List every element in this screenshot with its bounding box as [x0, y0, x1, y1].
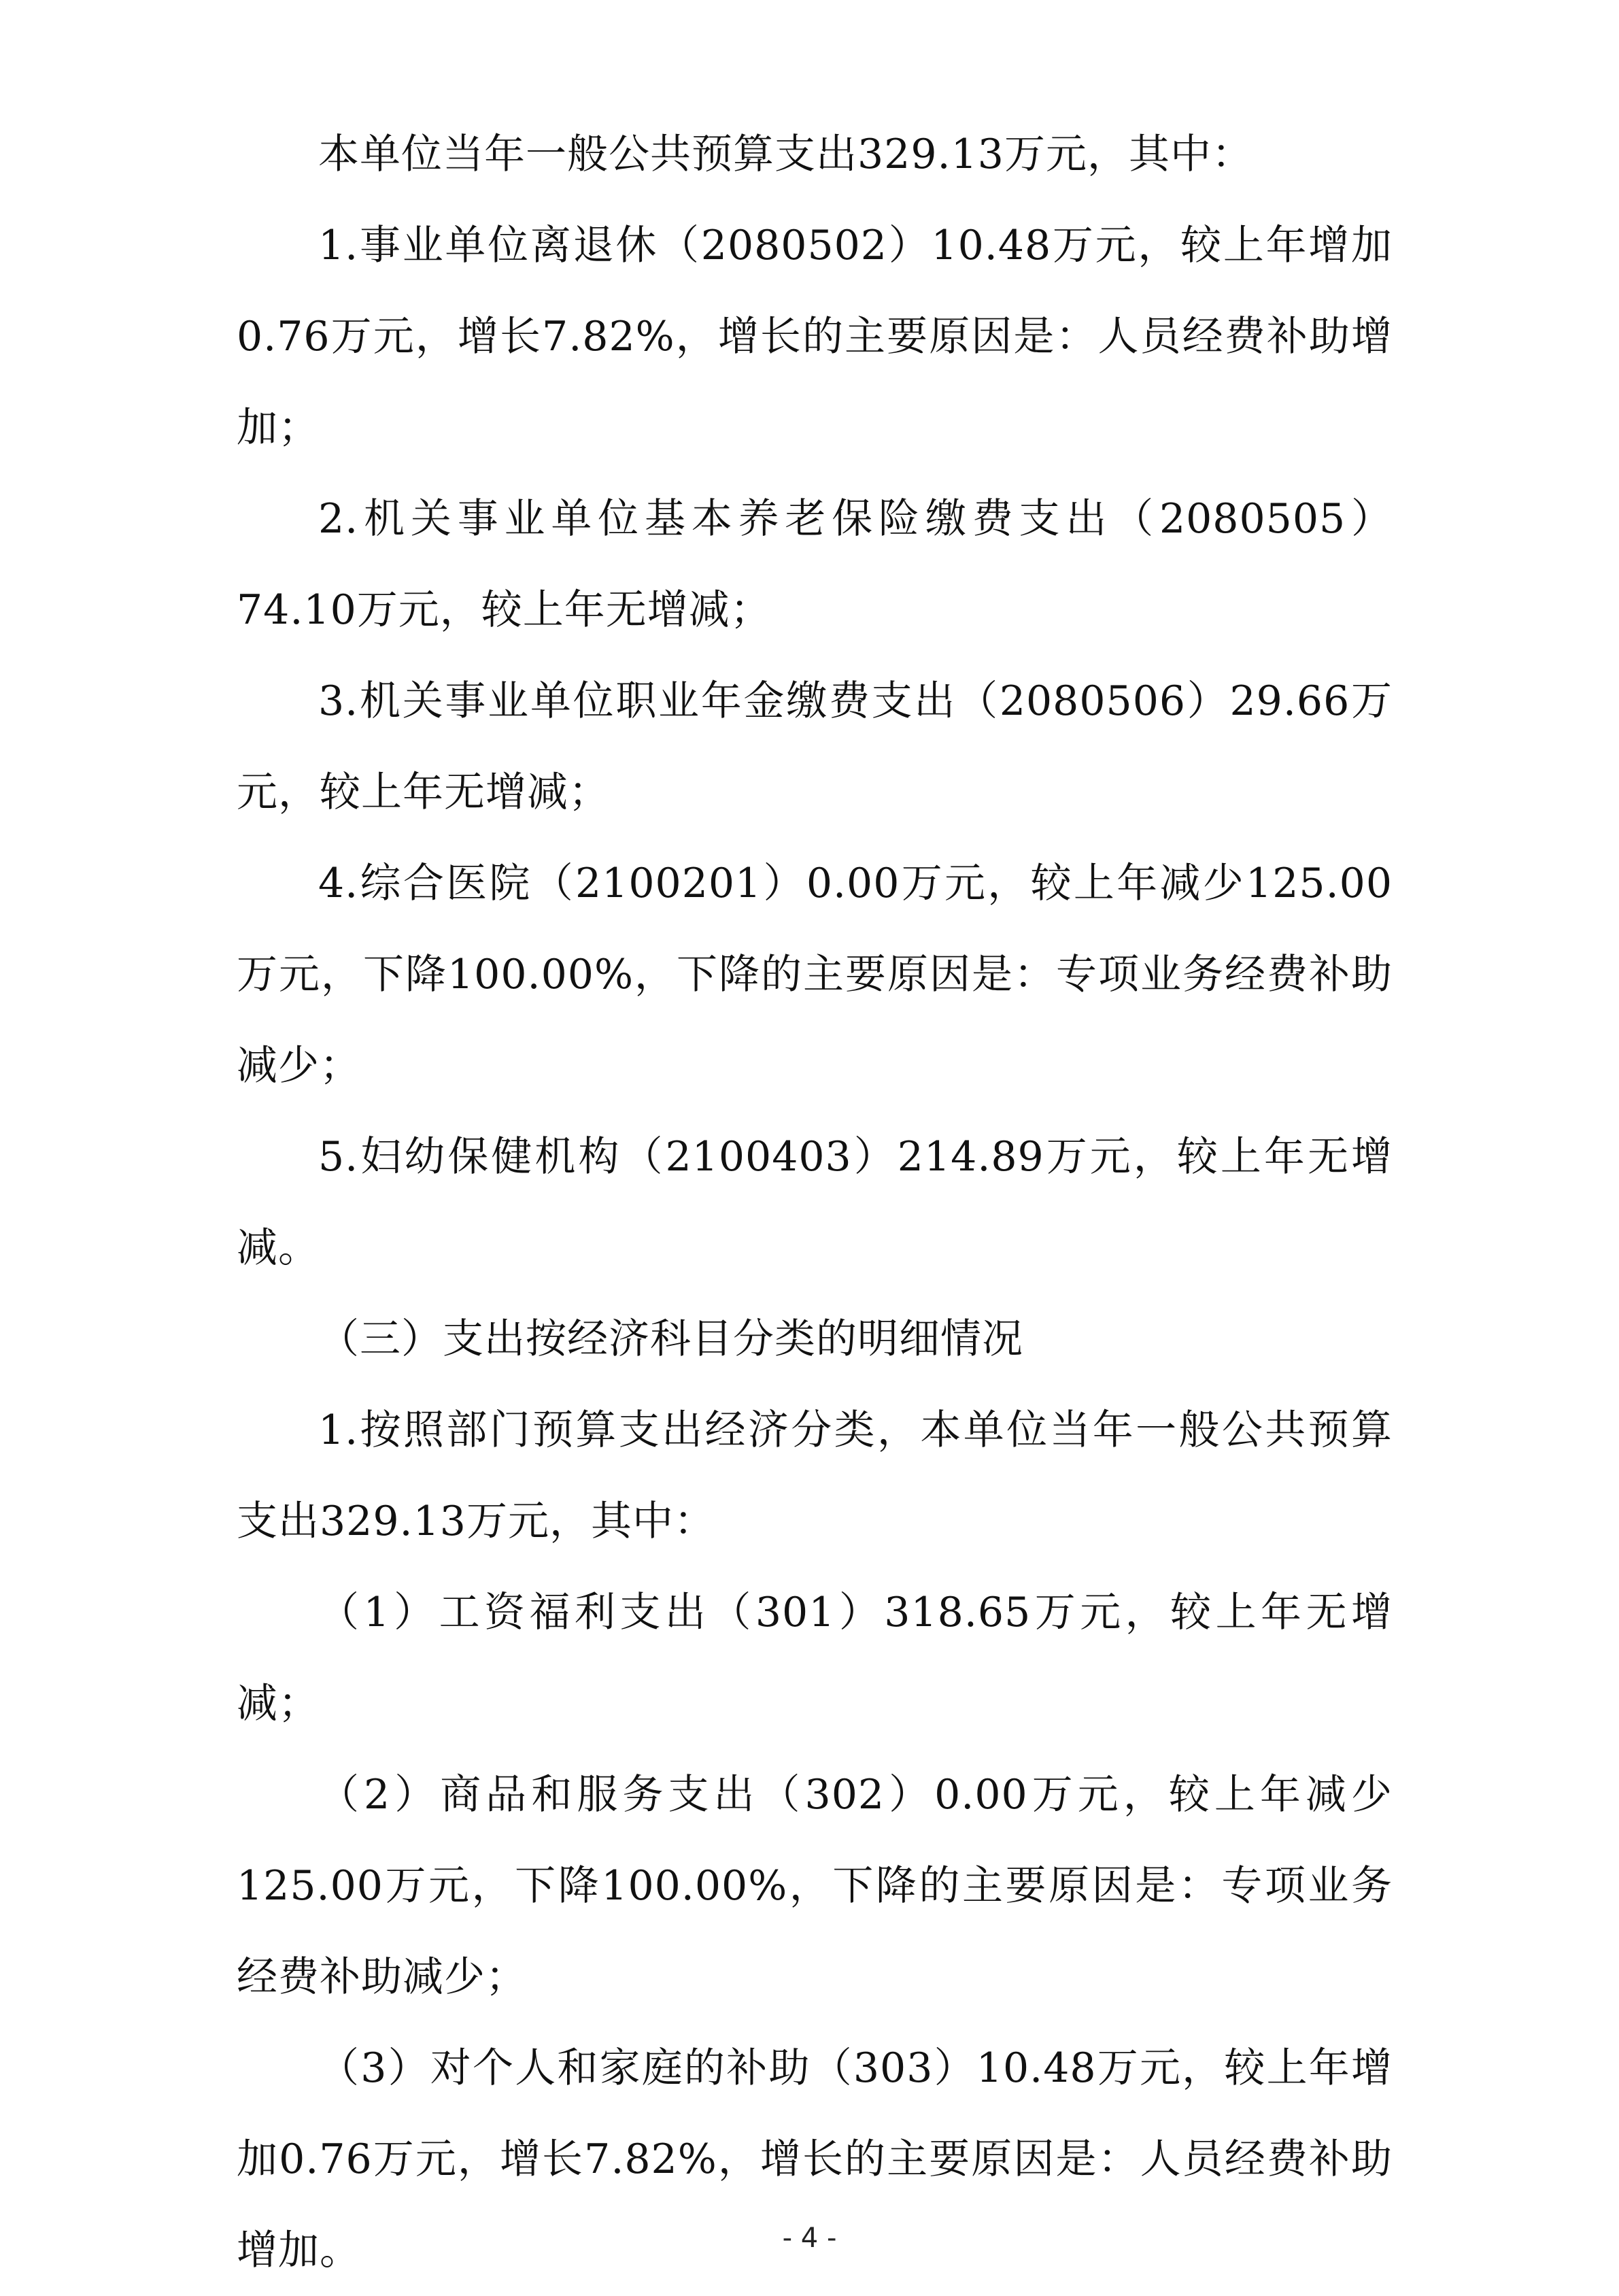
paragraph-total-expenditure: 本单位当年一般公共预算支出329.13万元，其中：: [318, 131, 1253, 178]
paragraph-economic-classification: 1.按照部门预算支出经济分类，本单位当年一般公共预算支出329.13万元，其中：: [237, 1406, 1393, 1545]
document-page: [237, 109, 1393, 2296]
paragraph-item-4: 4.综合医院（2100201）0.00万元，较上年减少125.00万元，下降100.00%，下降的主要原因是：专项业务经费补助减少；: [237, 860, 1393, 1090]
paragraph-sub-item-1: （1）工资福利支出（301）318.65万元，较上年无增减；: [237, 1589, 1393, 1727]
paragraph-sub-item-3: （3）对个人和家庭的补助（303）10.48万元，较上年增加0.76万元，增长7.82%，增长的主要原因是：人员经费补助增加。: [237, 2044, 1393, 2274]
paragraph-item-5: 5.妇幼保健机构（2100403）214.89万元，较上年无增减。: [237, 1133, 1393, 1272]
page-number: - 4 -: [782, 2223, 837, 2254]
paragraph-item-1: 1.事业单位离退休（2080502）10.48万元，较上年增加0.76万元，增长7.82%，增长的主要原因是：人员经费补助增加；: [237, 222, 1393, 452]
paragraph-sub-item-2: （2）商品和服务支出（302）0.00万元，较上年减少125.00万元，下降100.00%，下降的主要原因是：专项业务经费补助减少；: [237, 1771, 1393, 2001]
paragraph-item-3: 3.机关事业单位职业年金缴费支出（2080506）29.66万元，较上年无增减；: [237, 677, 1393, 816]
paragraph-item-2: 2.机关事业单位基本养老保险缴费支出（2080505）74.10万元，较上年无增减；: [237, 495, 1393, 634]
section-heading: （三）支出按经济科目分类的明细情况: [318, 1315, 1023, 1363]
